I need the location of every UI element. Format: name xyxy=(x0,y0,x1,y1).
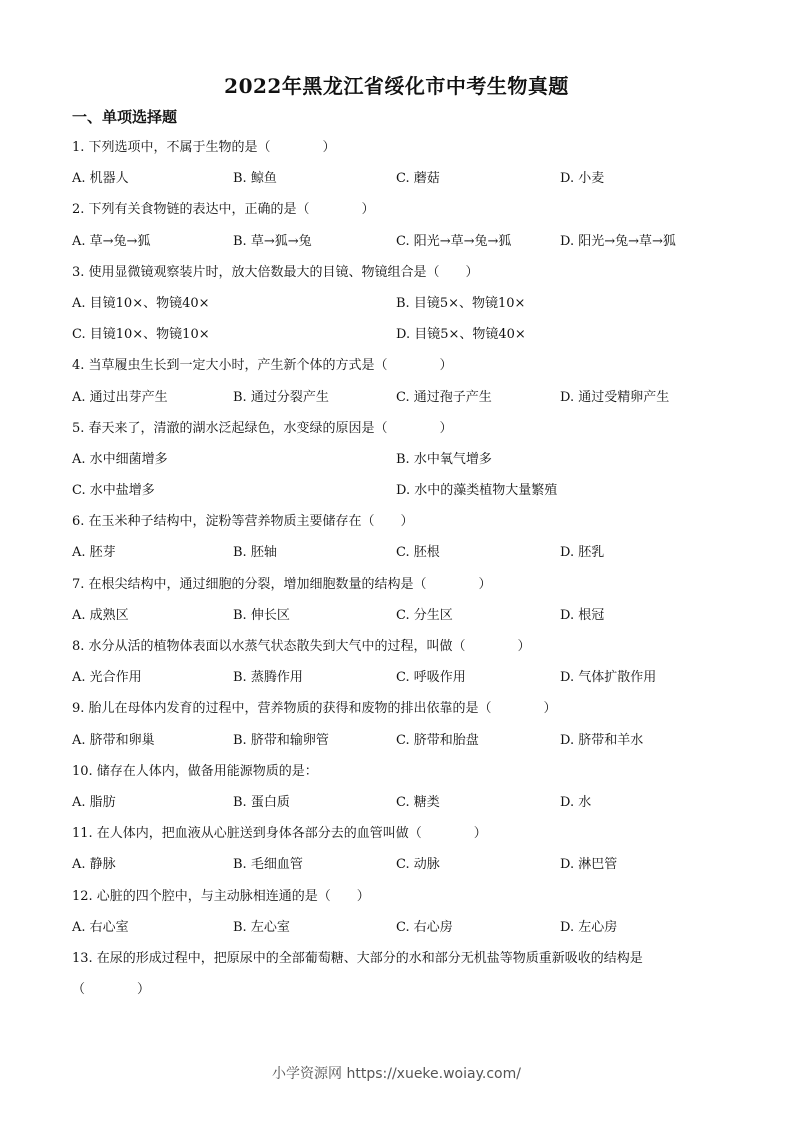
option-row xyxy=(72,388,732,408)
question-stem: 4. 当草履虫生长到一定大小时，产生新个体的方式是（ ） xyxy=(72,358,453,374)
option-a: A. 机器人 xyxy=(72,171,129,187)
option-d: D. 淋巴管 xyxy=(560,857,618,873)
question-stem: 2. 下列有关食物链的表达中，正确的是（ ） xyxy=(72,202,375,218)
option-d: D. 根冠 xyxy=(560,607,605,623)
question-stem: 5. 春天来了，清澈的湖水泛起绿色，水变绿的原因是（ ） xyxy=(72,420,453,436)
option-d: D. 水 xyxy=(560,794,592,810)
option-row xyxy=(72,481,732,501)
option-b: B. 胚轴 xyxy=(233,545,277,561)
option-a: A. 草→兔→狐 xyxy=(72,233,151,249)
option-a: A. 成熟区 xyxy=(72,607,129,623)
option-c: C. 胚根 xyxy=(396,545,440,561)
option-a: A. 水中细菌增多 xyxy=(72,451,168,467)
option-row xyxy=(72,793,732,813)
option-d: D. 左心房 xyxy=(560,919,618,935)
option-c: C. 脐带和胎盘 xyxy=(396,732,479,748)
option-d: D. 目镜5×、物镜40× xyxy=(396,327,526,343)
section-heading: 一、单项选择题 xyxy=(72,108,178,126)
option-d: D. 水中的藻类植物大量繁殖 xyxy=(396,483,558,499)
question-stem: 6. 在玉米种子结构中，淀粉等营养物质主要储存在（ ） xyxy=(72,514,414,530)
option-a: A. 光合作用 xyxy=(72,670,142,686)
option-b: B. 蛋白质 xyxy=(233,794,290,810)
option-row xyxy=(72,450,732,470)
option-d: D. 通过受精卵产生 xyxy=(560,389,670,405)
option-b: B. 目镜5×、物镜10× xyxy=(396,295,526,311)
option-b: B. 蒸腾作用 xyxy=(233,670,303,686)
option-a: A. 右心室 xyxy=(72,919,129,935)
option-row xyxy=(72,325,732,345)
option-c: C. 动脉 xyxy=(396,857,440,873)
option-c: C. 水中盐增多 xyxy=(72,483,155,499)
option-c: C. 蘑菇 xyxy=(396,171,440,187)
option-row xyxy=(72,668,732,688)
option-a: A. 脐带和卵巢 xyxy=(72,732,155,748)
option-row xyxy=(72,918,732,938)
option-row xyxy=(72,543,732,563)
option-b: B. 左心室 xyxy=(233,919,290,935)
question-stem: 8. 水分从活的植物体表面以水蒸气状态散失到大气中的过程，叫做（ ） xyxy=(72,639,531,654)
option-c: C. 阳光→草→兔→狐 xyxy=(396,233,512,249)
option-a: A. 脂肪 xyxy=(72,794,116,810)
question-stem: 3. 使用显微镜观察装片时，放大倍数最大的目镜、物镜组合是（ ） xyxy=(72,264,479,280)
option-d: D. 脐带和羊水 xyxy=(560,732,644,748)
option-row xyxy=(72,169,732,189)
answer-blank: （ ） xyxy=(72,982,151,998)
option-b: B. 水中氧气增多 xyxy=(396,451,492,467)
question-stem: 12. 心脏的四个腔中，与主动脉相连通的是（ ） xyxy=(72,888,370,904)
option-b: B. 脐带和输卵管 xyxy=(233,732,329,748)
question-stem: 10. 储存在人体内，做备用能源物质的是： xyxy=(72,763,318,779)
option-c: C. 通过孢子产生 xyxy=(396,389,492,405)
question-stem: 7. 在根尖结构中，通过细胞的分裂，增加细胞数量的结构是（ ） xyxy=(72,576,492,592)
option-b: B. 毛细血管 xyxy=(233,857,303,873)
question-stem: 9. 胎儿在母体内发育的过程中，营养物质的获得和废物的排出依靠的是（ ） xyxy=(72,701,557,717)
option-b: B. 伸长区 xyxy=(233,607,290,623)
question-stem: 11. 在人体内，把血液从心脏送到身体各部分去的血管叫做（ ） xyxy=(72,826,487,842)
option-c: C. 糖类 xyxy=(396,794,440,810)
question-stem: 13. 在尿的形成过程中，把原尿中的全部葡萄糖、大部分的水和部分无机盐等物质重新吸收的结构是 xyxy=(72,950,643,966)
question-list xyxy=(72,138,732,1011)
watermark-footer: 小学资源网 https://xueke.woiay.com/ xyxy=(272,1066,521,1082)
option-a: A. 目镜10×、物镜40× xyxy=(72,295,210,311)
option-a: A. 胚芽 xyxy=(72,545,116,561)
document-title: 2022年黑龙江省绥化市中考生物真题 xyxy=(224,74,569,98)
option-row xyxy=(72,294,732,314)
option-c: C. 分生区 xyxy=(396,607,453,623)
option-c: C. 目镜10×、物镜10× xyxy=(72,327,210,343)
option-d: D. 阳光→兔→草→狐 xyxy=(560,233,676,249)
option-d: D. 气体扩散作用 xyxy=(560,670,657,686)
option-b: B. 通过分裂产生 xyxy=(233,389,329,405)
option-d: D. 胚乳 xyxy=(560,545,605,561)
option-row xyxy=(72,855,732,875)
option-c: C. 呼吸作用 xyxy=(396,670,466,686)
question-stem: 1. 下列选项中，不属于生物的是（ ） xyxy=(72,140,336,155)
option-b: B. 鲸鱼 xyxy=(233,171,277,187)
option-d: D. 小麦 xyxy=(560,171,605,187)
option-row xyxy=(72,232,732,252)
option-row xyxy=(72,731,732,751)
option-row xyxy=(72,606,732,626)
option-c: C. 右心房 xyxy=(396,919,453,935)
option-a: A. 通过出芽产生 xyxy=(72,389,168,405)
option-a: A. 静脉 xyxy=(72,857,116,873)
option-b: B. 草→狐→兔 xyxy=(233,233,312,249)
